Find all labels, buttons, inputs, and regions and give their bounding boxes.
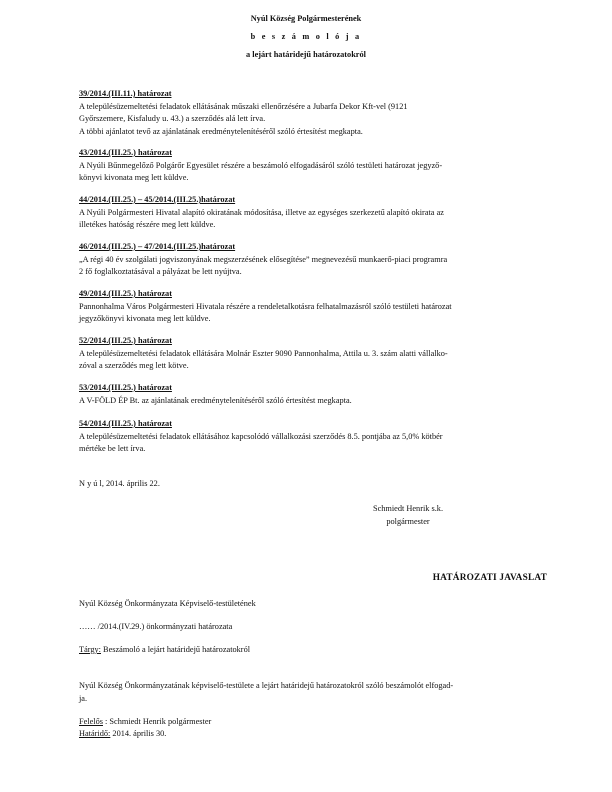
resolution-text: A településüzemeltetési feladatok ellátásához kapcsolódó vállalkozási szerződés 8.5. pontjába az 5,0% kötbér [79, 431, 443, 441]
resolution-entry [79, 382, 546, 407]
resolution-text: könyvi kivonata meg lett küldve. [79, 173, 189, 182]
resolution-title: 53/2014.(III.25.) határozat [79, 383, 172, 392]
responsible-row [79, 716, 211, 728]
javaslat-number: …… /2014.(IV.29.) önkormányzati határozata [79, 622, 233, 631]
header-subtitle: b e s z á m o l ó j a [250, 32, 362, 41]
javaslat-text-line: ja. [79, 693, 88, 703]
resolution-entry [79, 418, 546, 456]
responsible-label: Felelős [79, 717, 103, 726]
resolution-entry [79, 288, 546, 326]
javaslat-addressee: Nyúl Község Önkormányzata Képviselő-testületének [79, 599, 256, 608]
resolution-text: A településüzemeltetési feladatok ellátásának műszaki ellenőrzésére a Jubarfa Dekor Kft-vel (9121 [79, 101, 408, 111]
resolution-title: 43/2014.(III.25.) határozat [79, 148, 172, 157]
javaslat-text [79, 680, 546, 705]
resolution-entry [79, 194, 546, 232]
subject-text: Beszámoló a lejárt határidejű határozatokról [100, 645, 251, 654]
resolution-title: 52/2014.(III.25.) határozat [79, 336, 172, 345]
signature-block [353, 503, 463, 528]
resolution-text: zóval a szerződés meg lett kötve. [79, 361, 189, 370]
signature-name: Schmiedt Henrik s.k. [372, 504, 444, 513]
dateline: N y ú l, 2014. április 22. [79, 479, 160, 488]
resolution-text: „A régi 40 év szolgálati jogviszonyának megszerzésének elősegítése” megnevezésű munkaerő-piaci programra [79, 254, 448, 264]
javaslat-text-line: Nyúl Község Önkormányzatának képviselő-testülete a lejárt határidejű határozatokról szóló beszámolót elfogad- [79, 681, 454, 690]
resolution-entry [79, 147, 546, 185]
resolution-entry [79, 88, 546, 138]
resolution-text: mértéke be lett írva. [79, 444, 146, 453]
javaslat-heading: HATÁROZATI JAVASLAT [432, 573, 547, 583]
deadline-value: 2014. április 30. [110, 729, 167, 738]
resolution-title: 46/2014.(III.25.) – 47/2014.(III.25.)határozat [79, 242, 236, 251]
resolution-entry [79, 241, 546, 279]
resolution-text: jegyzőkönyvi kivonata meg lett küldve. [79, 314, 211, 323]
resolution-text: A többi ajánlatot tevő az ajánlatának eredménytelenítéséről szóló értesítést megkapta. [79, 126, 363, 136]
responsible-value: : Schmiedt Henrik polgármester [102, 717, 212, 726]
resolution-text: Győrszemere, Kisfaludy u. 43.) a szerződés alá lett írva. [79, 114, 266, 123]
resolution-title: 44/2014.(III.25.) – 45/2014.(III.25.)határozat [79, 195, 236, 204]
resolution-text: illetékes hatóság részére meg lett küldve. [79, 220, 216, 229]
header-title: Nyúl Község Polgármesterének [250, 14, 362, 23]
header-topic: a lejárt határidejű határozatokról [246, 50, 366, 59]
resolution-entry [79, 335, 546, 373]
resolution-text: 2 fő foglalkoztatásával a pályázat be lett nyújtva. [79, 267, 242, 276]
resolution-title: 39/2014.(III.11.) határozat [79, 89, 172, 98]
resolution-text: A V-FÖLD ÉP Bt. az ajánlatának eredménytelenítéséről szóló értesítést megkapta. [79, 395, 352, 405]
resolution-text: A Nyúli Polgármesteri Hivatal alapító okiratának módosítása, illetve az egységes szerkezetű alapító okirata az [79, 207, 444, 217]
signature-role: polgármester [386, 516, 430, 526]
resolution-title: 49/2014.(III.25.) határozat [79, 289, 172, 298]
resolution-text: A településüzemeltetési feladatok ellátására Molnár Eszter 9090 Pannonhalma, Attila u. 3. szám alatti vállalko- [79, 348, 448, 358]
resolution-text: Pannonhalma Város Polgármesteri Hivatala részére a rendeletalkotásra felhatalmazásról szóló testületi határozat [79, 301, 452, 311]
resolution-text: A Nyúli Bűnmegelőző Polgárőr Egyesület részére a beszámoló elfogadásáról szóló testületi határozat jegyző- [79, 160, 443, 170]
javaslat-subject [79, 644, 250, 656]
resolution-title: 54/2014.(III.25.) határozat [79, 419, 172, 428]
deadline-label: Határidő: [79, 729, 111, 738]
subject-label: Tárgy: [79, 645, 101, 654]
deadline-row [79, 728, 166, 740]
